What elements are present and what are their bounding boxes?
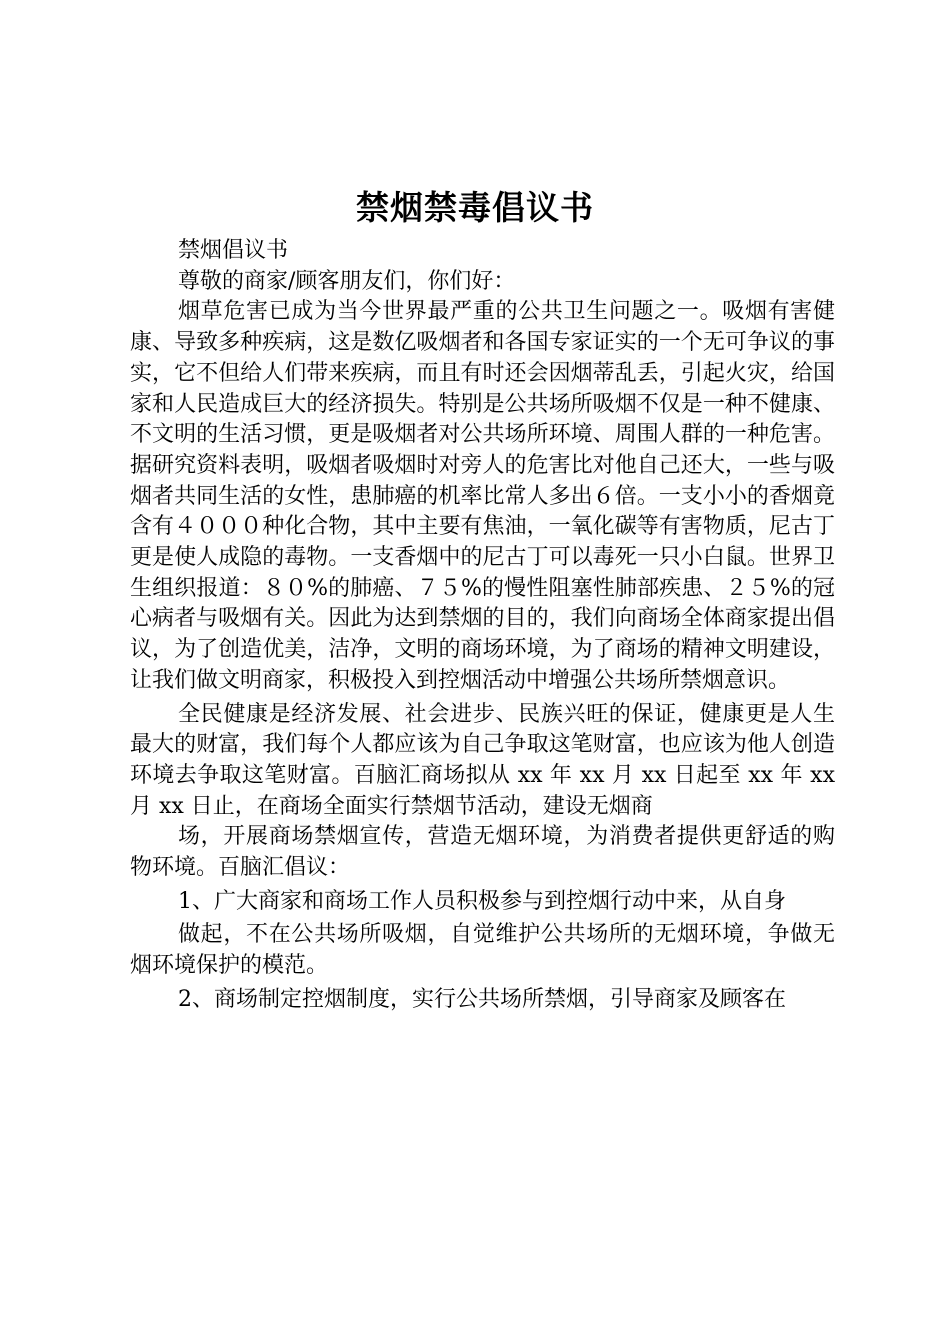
body-paragraph: 全民健康是经济发展、社会进步、民族兴旺的保证，健康更是人生最大的财富，我们每个人都应该为自己争取这笔财富，也应该为他人创造环境去争取这笔财富。百脑汇商场拟从 xx 年 xx 月 xx 日起至 xx 年 xx 月 xx 日止，在商场全面实行禁烟节活动，建设无烟商 xyxy=(130,701,835,819)
body-paragraph: 做起，不在公共场所吸烟，自觉维护公共场所的无烟环境，争做无烟环境保护的模范。 xyxy=(130,922,835,979)
list-item-paragraph: 2、商场制定控烟制度，实行公共场所禁烟，引导商家及顾客在 xyxy=(178,986,786,1012)
document-title: 禁烟禁毒倡议书 xyxy=(356,188,594,227)
document-body xyxy=(130,236,835,1016)
subtitle-paragraph: 禁烟倡议书 xyxy=(178,238,289,263)
salutation-paragraph: 尊敬的商家/顾客朋友们，你们好： xyxy=(178,268,516,294)
body-paragraph: 场，开展商场禁烟宣传，营造无烟环境，为消费者提供更舒适的购物环境。百脑汇倡议： xyxy=(130,824,835,881)
list-item-paragraph: 1、广大商家和商场工作人员积极参与到控烟行动中来，从自身 xyxy=(178,888,786,914)
body-paragraph: 烟草危害已成为当今世界最严重的公共卫生问题之一。吸烟有害健康、导致多种疾病，这是数亿吸烟者和各国专家证实的一个无可争议的事实，它不但给人们带来疾病，而且有时还会因烟蒂乱丢，引起火灾，给国家和人民造成巨大的经济损失。特别是公共场所吸烟不仅是一种不健康、不文明的生活习惯，更是吸烟者对公共场所环境、周围人群的一种危害。据研究资料表明，吸烟者吸烟时对旁人的危害比对他自己还大，一些与吸烟者共同生活的女性，患肺癌的机率比常人多出６倍。一支小小的香烟竟含有４０００种化合物，其中主要有焦油，一氧化碳等有害物质，尼古丁更是使人成隐的毒物。一支香烟中的尼古丁可以毒死一只小白鼠。世界卫生组织报道：８０%的肺癌、７５%的慢性阻塞性肺部疾患、２５%的冠心病者与吸烟有关。因此为达到禁烟的目的，我们向商场全体商家提出倡议，为了创造优美，洁净，文明的商场环境，为了商场的精神文明建设，让我们做文明商家，积极投入到控烟活动中增强公共场所禁烟意识。 xyxy=(130,299,835,693)
